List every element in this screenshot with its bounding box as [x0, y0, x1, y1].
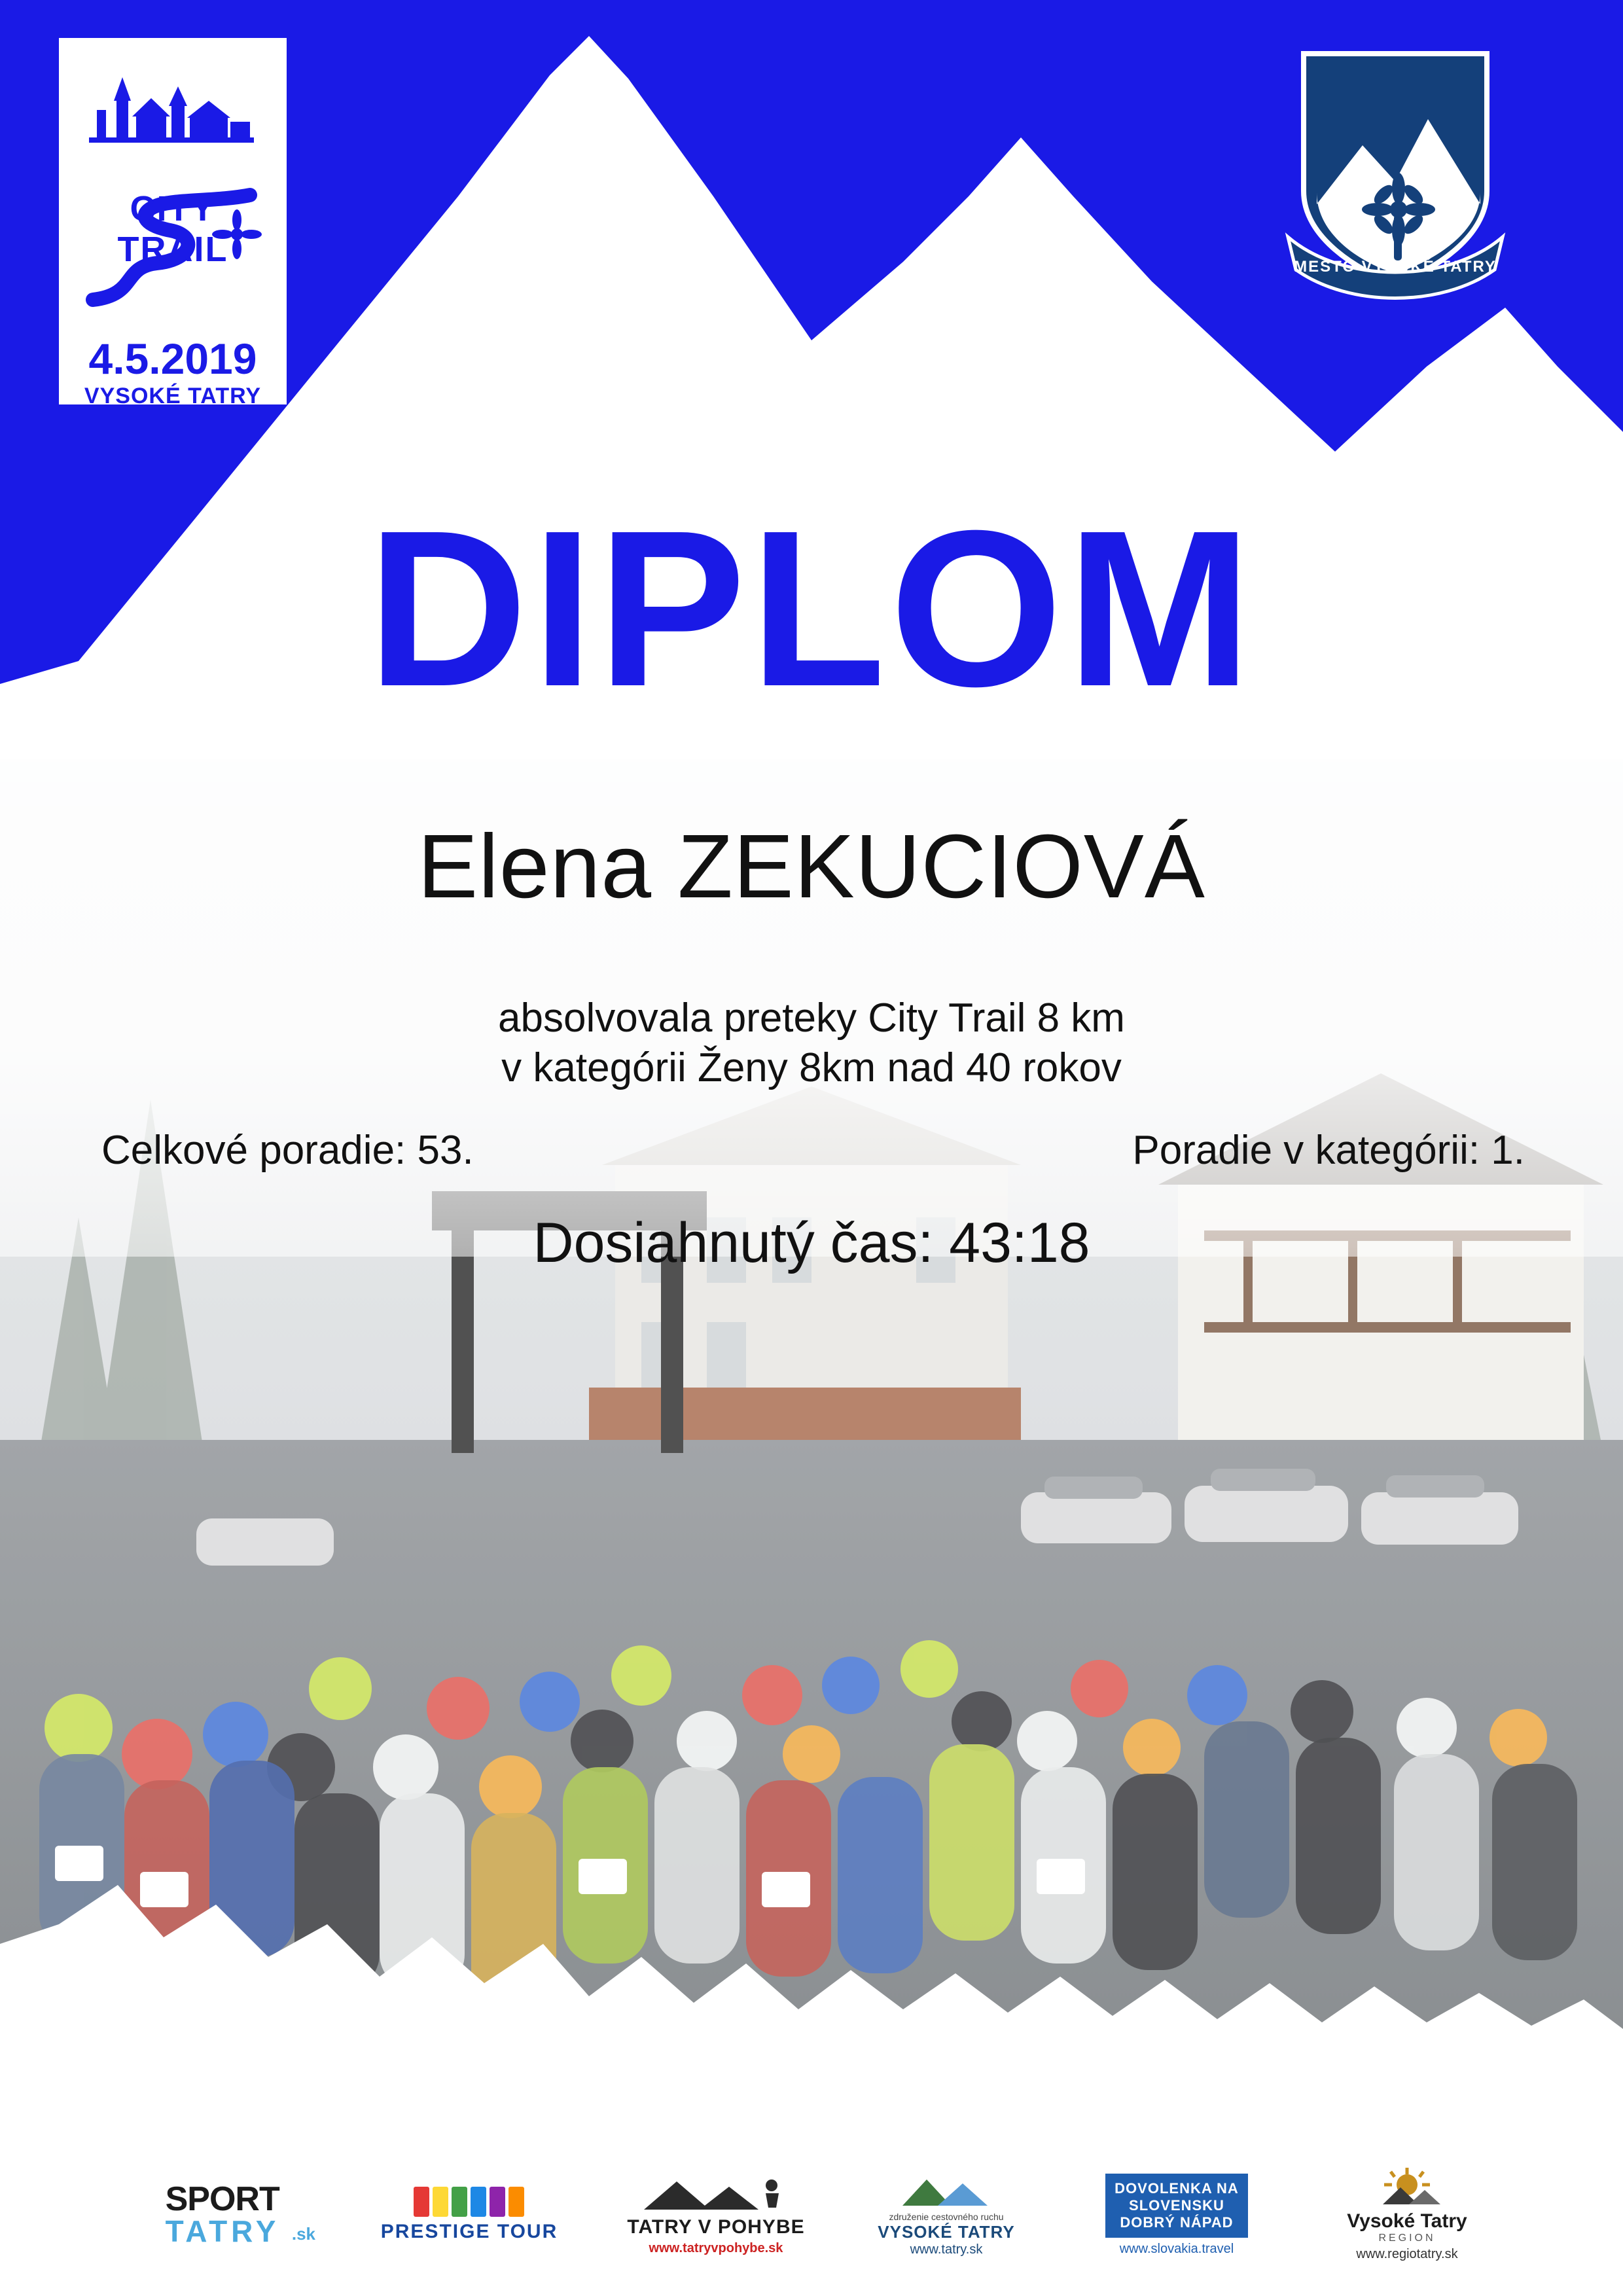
prestige-color-bars-icon — [381, 2187, 558, 2217]
sponsor-sport-tatry-line2: TATRY — [165, 2214, 280, 2248]
sponsor-zdruzenie-line1: VYSOKÉ TATRY — [878, 2221, 1015, 2242]
sponsor-region-line1: Vysoké Tatry — [1347, 2210, 1467, 2232]
overall-rank: Celkové poradie: 53. — [101, 1128, 474, 1173]
sun-mountain-icon — [1371, 2168, 1443, 2207]
city-crest — [1264, 41, 1526, 315]
sponsor-sport-tatry[interactable] — [124, 2166, 321, 2264]
page-title: DIPLOM — [366, 484, 1257, 733]
bottom-mountain-silhouette-icon — [0, 1846, 1623, 2134]
city-trail-logo — [59, 38, 287, 408]
mountain-logo-icon — [897, 2173, 995, 2208]
sponsor-slovakia-line2: SLOVENSKU — [1129, 2197, 1224, 2214]
sponsor-tatry-v-pohybe-url: www.tatryvpohybe.sk — [649, 2241, 783, 2255]
sponsor-region-url: www.regiotatry.sk — [1356, 2247, 1458, 2261]
race-line: absolvovala preteky City Trail 8 km — [498, 996, 1125, 1041]
sponsor-tatry-v-pohybe[interactable] — [618, 2166, 814, 2264]
sponsor-slovakia-line3: DOBRÝ NÁPAD — [1120, 2214, 1234, 2231]
logo-trail-text: TRAIL — [117, 230, 228, 269]
sponsor-slovakia-line1: DOVOLENKA NA — [1115, 2179, 1239, 2197]
category-rank: Poradie v kategórii: 1. — [1132, 1128, 1525, 1173]
sponsor-prestige-tour[interactable] — [361, 2166, 577, 2264]
logo-city-text: CITY — [130, 189, 216, 228]
sponsor-region-line2: REGION — [1378, 2233, 1436, 2244]
sponsor-sport-tatry-line3: .sk — [291, 2224, 315, 2244]
sponsor-zdruzenie-url: www.tatry.sk — [910, 2242, 983, 2257]
logo-place-text: VYSOKÉ TATRY — [84, 384, 262, 408]
recipient-name: Elena ZEKUCIOVÁ — [418, 816, 1205, 917]
sponsor-zdruzenie-vysoke-tatry[interactable] — [855, 2166, 1038, 2264]
crest-motto-text: MESTO VYSOKÉ TATRY — [1294, 258, 1497, 276]
sponsor-vysoke-tatry-region[interactable] — [1315, 2166, 1499, 2264]
sponsor-tatry-v-pohybe-label: TATRY V POHYBE — [627, 2216, 805, 2238]
sponsor-prestige-tour-label: PRESTIGE TOUR — [380, 2221, 558, 2242]
sponsor-sport-tatry-line1: SPORT — [165, 2180, 279, 2219]
finish-time: Dosiahnutý čas: 43:18 — [533, 1211, 1090, 1274]
runner-mountain-icon — [637, 2174, 794, 2213]
sponsor-bar — [0, 2134, 1623, 2296]
logo-date-text: 4.5.2019 — [88, 334, 257, 383]
sponsor-zdruzenie-line0: združenie cestovného ruchu — [889, 2211, 1004, 2222]
category-line: v kategórii Ženy 8km nad 40 rokov — [501, 1045, 1122, 1090]
sponsor-slovakia-travel[interactable] — [1079, 2166, 1275, 2264]
sponsor-slovakia-url: www.slovakia.travel — [1105, 2242, 1248, 2257]
